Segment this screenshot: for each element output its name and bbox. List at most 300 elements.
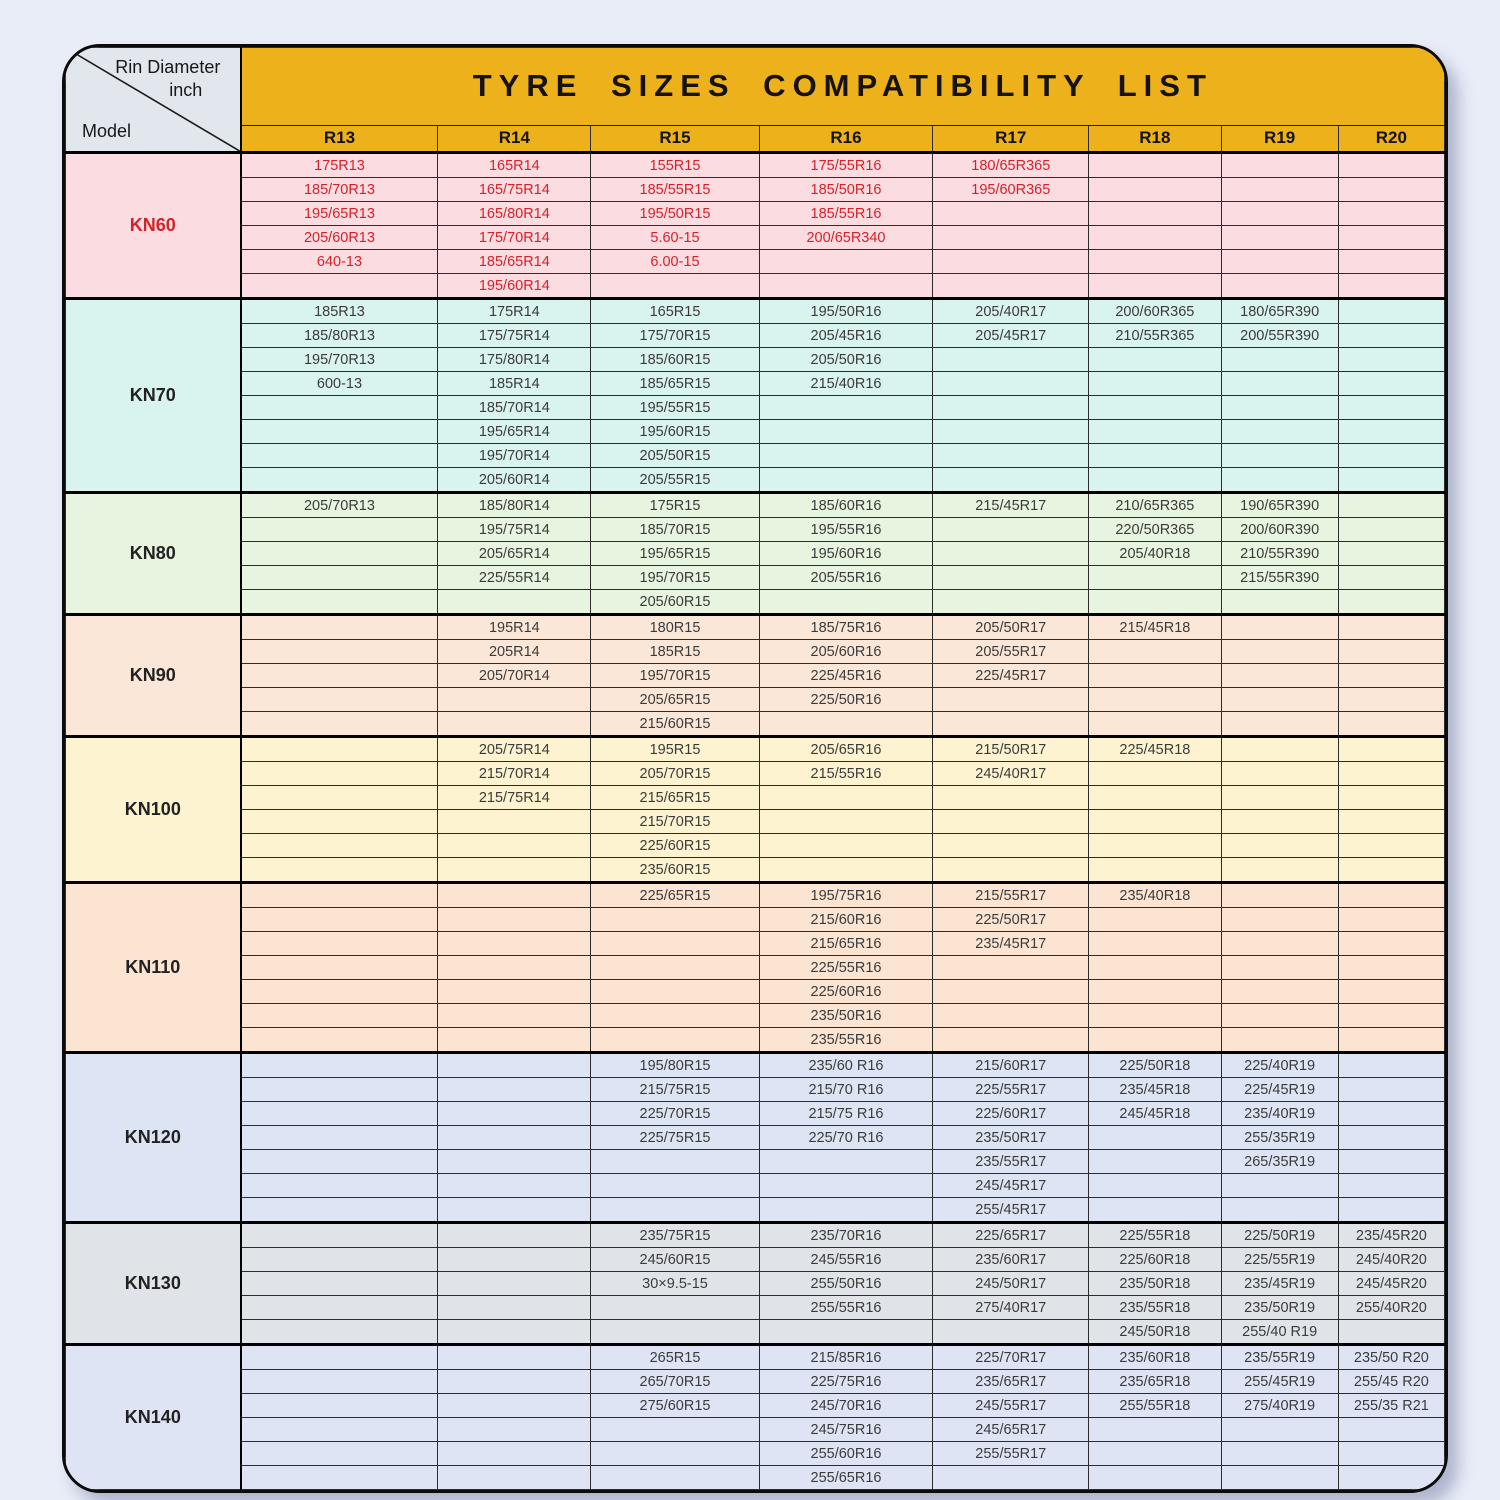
tyre-size-cell-kn120-r15-6: [591, 1174, 759, 1198]
tyre-size-cell-kn120-r17-4: 235/50R17: [933, 1126, 1089, 1150]
tyre-size-cell-kn70-r15-8: 205/55R15: [591, 468, 759, 493]
tyre-size-cell-kn90-r16-4: 225/50R16: [759, 688, 933, 712]
tyre-size-cell-kn70-r14-5: 185/70R14: [438, 396, 591, 420]
tyre-size-cell-kn70-r19-5: [1221, 396, 1338, 420]
tyre-size-cell-kn140-r15-4: [591, 1418, 759, 1442]
tyre-size-cell-kn80-r13-4: [241, 566, 438, 590]
tyre-size-cell-kn80-r16-3: 195/60R16: [759, 542, 933, 566]
column-header-r13: R13: [241, 125, 438, 152]
tyre-size-cell-kn100-r20-1: [1338, 737, 1444, 762]
tyre-size-cell-kn110-r16-3: 215/65R16: [759, 932, 933, 956]
tyre-size-cell-kn110-r20-5: [1338, 980, 1444, 1004]
tyre-size-cell-kn60-r16-6: [759, 274, 933, 299]
tyre-size-cell-kn140-r20-2: 255/45 R20: [1338, 1370, 1444, 1394]
tyre-size-cell-kn100-r18-5: [1089, 834, 1221, 858]
table-row-kn140-1: [66, 1345, 1445, 1370]
tyre-size-cell-kn130-r17-3: 245/50R17: [933, 1272, 1089, 1296]
tyre-size-cell-kn120-r14-7: [438, 1198, 591, 1223]
tyre-size-cell-kn140-r18-6: [1089, 1466, 1221, 1490]
tyre-size-cell-kn100-r16-2: 215/55R16: [759, 762, 933, 786]
tyre-size-cell-kn80-r19-4: 215/55R390: [1221, 566, 1338, 590]
table-row-kn70-1: [66, 299, 1445, 324]
tyre-size-cell-kn70-r18-4: [1089, 372, 1221, 396]
table-row-kn130-2: [66, 1248, 1445, 1272]
tyre-size-cell-kn110-r18-3: [1089, 932, 1221, 956]
tyre-size-cell-kn130-r14-1: [438, 1223, 591, 1248]
tyre-size-cell-kn70-r20-4: [1338, 372, 1444, 396]
table-row-kn60-3: [66, 202, 1445, 226]
table-row-kn70-6: [66, 420, 1445, 444]
table-row-kn110-2: [66, 908, 1445, 932]
tyre-size-cell-kn120-r20-7: [1338, 1198, 1444, 1223]
tyre-size-cell-kn110-r20-2: [1338, 908, 1444, 932]
tyre-size-cell-kn60-r13-2: 185/70R13: [241, 178, 438, 202]
tyre-size-cell-kn90-r18-5: [1089, 712, 1221, 737]
tyre-size-cell-kn120-r15-5: [591, 1150, 759, 1174]
tyre-size-cell-kn90-r15-5: 215/60R15: [591, 712, 759, 737]
tyre-size-cell-kn90-r20-4: [1338, 688, 1444, 712]
tyre-size-cell-kn90-r18-2: [1089, 640, 1221, 664]
tyre-size-cell-kn110-r14-3: [438, 932, 591, 956]
tyre-size-cell-kn110-r16-2: 215/60R16: [759, 908, 933, 932]
tyre-size-cell-kn100-r20-5: [1338, 834, 1444, 858]
tyre-size-cell-kn130-r16-3: 255/50R16: [759, 1272, 933, 1296]
tyre-size-cell-kn70-r17-6: [933, 420, 1089, 444]
tyre-size-cell-kn60-r14-2: 165/75R14: [438, 178, 591, 202]
tyre-size-cell-kn60-r14-1: 165R14: [438, 153, 591, 178]
tyre-size-cell-kn70-r20-7: [1338, 444, 1444, 468]
tyre-size-cell-kn110-r13-4: [241, 956, 438, 980]
tyre-size-cell-kn140-r16-6: 255/65R16: [759, 1466, 933, 1490]
table-row-kn120-7: [66, 1198, 1445, 1223]
tyre-size-cell-kn110-r17-2: 225/50R17: [933, 908, 1089, 932]
tyre-size-cell-kn100-r17-1: 215/50R17: [933, 737, 1089, 762]
tyre-size-cell-kn120-r17-2: 225/55R17: [933, 1078, 1089, 1102]
tyre-size-cell-kn140-r13-6: [241, 1466, 438, 1490]
tyre-size-cell-kn130-r14-2: [438, 1248, 591, 1272]
tyre-size-cell-kn130-r20-3: 245/45R20: [1338, 1272, 1444, 1296]
tyre-size-cell-kn70-r15-6: 195/60R15: [591, 420, 759, 444]
tyre-size-cell-kn120-r14-1: [438, 1053, 591, 1078]
tyre-size-cell-kn110-r17-6: [933, 1004, 1089, 1028]
tyre-size-cell-kn140-r18-5: [1089, 1442, 1221, 1466]
table-row-kn90-2: [66, 640, 1445, 664]
tyre-size-cell-kn70-r18-1: 200/60R365: [1089, 299, 1221, 324]
tyre-size-cell-kn80-r19-1: 190/65R390: [1221, 493, 1338, 518]
column-header-row: [66, 125, 1445, 152]
tyre-size-cell-kn120-r15-3: 225/70R15: [591, 1102, 759, 1126]
tyre-size-cell-kn110-r19-7: [1221, 1028, 1338, 1053]
tyre-size-cell-kn70-r16-4: 215/40R16: [759, 372, 933, 396]
tyre-size-cell-kn120-r13-2: [241, 1078, 438, 1102]
tyre-size-cell-kn90-r20-3: [1338, 664, 1444, 688]
tyre-size-cell-kn120-r18-7: [1089, 1198, 1221, 1223]
table-row-kn140-3: [66, 1394, 1445, 1418]
tyre-size-cell-kn90-r17-2: 205/55R17: [933, 640, 1089, 664]
tyre-size-cell-kn70-r19-8: [1221, 468, 1338, 493]
tyre-size-cell-kn120-r13-4: [241, 1126, 438, 1150]
tyre-size-cell-kn140-r13-5: [241, 1442, 438, 1466]
tyre-size-cell-kn90-r13-1: [241, 615, 438, 640]
tyre-size-cell-kn110-r13-5: [241, 980, 438, 1004]
tyre-size-cell-kn90-r15-4: 205/65R15: [591, 688, 759, 712]
tyre-size-cell-kn110-r14-6: [438, 1004, 591, 1028]
tyre-size-cell-kn110-r19-2: [1221, 908, 1338, 932]
tyre-size-cell-kn130-r13-2: [241, 1248, 438, 1272]
tyre-size-cell-kn90-r14-1: 195R14: [438, 615, 591, 640]
tyre-size-cell-kn100-r15-6: 235/60R15: [591, 858, 759, 883]
model-label-kn120: KN120: [66, 1053, 241, 1223]
tyre-size-cell-kn100-r14-1: 205/75R14: [438, 737, 591, 762]
tyre-size-cell-kn140-r19-3: 275/40R19: [1221, 1394, 1338, 1418]
tyre-size-cell-kn60-r14-5: 185/65R14: [438, 250, 591, 274]
tyre-size-cell-kn70-r20-1: [1338, 299, 1444, 324]
tyre-size-cell-kn100-r14-4: [438, 810, 591, 834]
tyre-size-cell-kn70-r19-6: [1221, 420, 1338, 444]
tyre-size-cell-kn100-r15-1: 195R15: [591, 737, 759, 762]
tyre-size-cell-kn80-r15-2: 185/70R15: [591, 518, 759, 542]
column-header-r16: R16: [759, 125, 933, 152]
column-header-r14: R14: [438, 125, 591, 152]
tyre-size-cell-kn90-r19-5: [1221, 712, 1338, 737]
tyre-size-cell-kn70-r14-3: 175/80R14: [438, 348, 591, 372]
tyre-size-cell-kn120-r16-7: [759, 1198, 933, 1223]
tyre-size-cell-kn120-r17-6: 245/45R17: [933, 1174, 1089, 1198]
tyre-size-cell-kn140-r16-2: 225/75R16: [759, 1370, 933, 1394]
table-row-kn60-6: [66, 274, 1445, 299]
tyre-size-cell-kn100-r17-2: 245/40R17: [933, 762, 1089, 786]
tyre-size-cell-kn110-r20-7: [1338, 1028, 1444, 1053]
tyre-size-cell-kn100-r19-6: [1221, 858, 1338, 883]
tyre-size-cell-kn110-r13-3: [241, 932, 438, 956]
table-row-kn110-6: [66, 1004, 1445, 1028]
tyre-size-cell-kn110-r20-6: [1338, 1004, 1444, 1028]
tyre-size-cell-kn110-r18-6: [1089, 1004, 1221, 1028]
tyre-size-cell-kn130-r13-3: [241, 1272, 438, 1296]
tyre-size-cell-kn60-r15-6: [591, 274, 759, 299]
tyre-size-cell-kn90-r20-2: [1338, 640, 1444, 664]
tyre-size-cell-kn140-r14-1: [438, 1345, 591, 1370]
tyre-size-cell-kn110-r15-5: [591, 980, 759, 1004]
tyre-size-cell-kn70-r18-3: [1089, 348, 1221, 372]
tyre-size-cell-kn120-r15-7: [591, 1198, 759, 1223]
tyre-size-cell-kn110-r16-6: 235/50R16: [759, 1004, 933, 1028]
tyre-size-cell-kn70-r15-4: 185/65R15: [591, 372, 759, 396]
tyre-size-cell-kn140-r16-3: 245/70R16: [759, 1394, 933, 1418]
tyre-size-cell-kn110-r14-5: [438, 980, 591, 1004]
tyre-size-cell-kn130-r14-4: [438, 1296, 591, 1320]
tyre-size-cell-kn120-r17-5: 235/55R17: [933, 1150, 1089, 1174]
tyre-size-cell-kn60-r14-4: 175/70R14: [438, 226, 591, 250]
tyre-size-cell-kn130-r20-4: 255/40R20: [1338, 1296, 1444, 1320]
tyre-size-cell-kn60-r16-5: [759, 250, 933, 274]
table-row-kn70-4: [66, 372, 1445, 396]
tyre-size-cell-kn110-r17-3: 235/45R17: [933, 932, 1089, 956]
tyre-size-cell-kn100-r14-3: 215/75R14: [438, 786, 591, 810]
tyre-size-cell-kn60-r14-3: 165/80R14: [438, 202, 591, 226]
tyre-size-cell-kn60-r18-1: [1089, 153, 1221, 178]
tyre-size-cell-kn120-r16-1: 235/60 R16: [759, 1053, 933, 1078]
table-row-kn80-2: [66, 518, 1445, 542]
table-row-kn140-5: [66, 1442, 1445, 1466]
tyre-size-cell-kn110-r15-3: [591, 932, 759, 956]
tyre-size-cell-kn100-r16-6: [759, 858, 933, 883]
tyre-size-cell-kn60-r19-3: [1221, 202, 1338, 226]
tyre-size-cell-kn110-r20-4: [1338, 956, 1444, 980]
tyre-size-cell-kn100-r18-3: [1089, 786, 1221, 810]
tyre-size-cell-kn60-r17-2: 195/60R365: [933, 178, 1089, 202]
table-body: [66, 153, 1445, 1490]
tyre-size-cell-kn80-r14-4: 225/55R14: [438, 566, 591, 590]
tyre-size-cell-kn120-r16-6: [759, 1174, 933, 1198]
tyre-size-cell-kn70-r17-3: [933, 348, 1089, 372]
model-label-kn110: KN110: [66, 883, 241, 1053]
tyre-size-cell-kn60-r18-3: [1089, 202, 1221, 226]
tyre-size-cell-kn70-r20-5: [1338, 396, 1444, 420]
table-row-kn110-4: [66, 956, 1445, 980]
table-row-kn70-2: [66, 324, 1445, 348]
tyre-size-cell-kn100-r13-5: [241, 834, 438, 858]
tyre-size-cell-kn60-r13-4: 205/60R13: [241, 226, 438, 250]
tyre-size-cell-kn140-r17-5: 255/55R17: [933, 1442, 1089, 1466]
tyre-size-cell-kn90-r16-1: 185/75R16: [759, 615, 933, 640]
tyre-size-cell-kn110-r19-6: [1221, 1004, 1338, 1028]
tyre-size-cell-kn130-r19-3: 235/45R19: [1221, 1272, 1338, 1296]
tyre-size-cell-kn60-r18-6: [1089, 274, 1221, 299]
table-row-kn70-3: [66, 348, 1445, 372]
table-row-kn90-3: [66, 664, 1445, 688]
tyre-size-cell-kn100-r18-4: [1089, 810, 1221, 834]
tyre-size-cell-kn60-r20-3: [1338, 202, 1444, 226]
tyre-size-cell-kn90-r17-5: [933, 712, 1089, 737]
tyre-size-cell-kn80-r18-1: 210/65R365: [1089, 493, 1221, 518]
tyre-size-cell-kn60-r19-6: [1221, 274, 1338, 299]
tyre-size-cell-kn60-r13-5: 640-13: [241, 250, 438, 274]
tyre-size-cell-kn70-r15-1: 165R15: [591, 299, 759, 324]
tyre-size-cell-kn120-r16-5: [759, 1150, 933, 1174]
tyre-size-cell-kn90-r15-1: 180R15: [591, 615, 759, 640]
tyre-size-cell-kn120-r19-4: 255/35R19: [1221, 1126, 1338, 1150]
tyre-size-cell-kn60-r16-2: 185/50R16: [759, 178, 933, 202]
tyre-size-cell-kn110-r16-7: 235/55R16: [759, 1028, 933, 1053]
tyre-size-cell-kn110-r15-7: [591, 1028, 759, 1053]
tyre-size-cell-kn140-r18-3: 255/55R18: [1089, 1394, 1221, 1418]
tyre-size-cell-kn90-r20-1: [1338, 615, 1444, 640]
tyre-size-cell-kn100-r13-3: [241, 786, 438, 810]
tyre-size-cell-kn120-r20-4: [1338, 1126, 1444, 1150]
tyre-size-cell-kn70-r20-2: [1338, 324, 1444, 348]
tyre-size-cell-kn140-r19-4: [1221, 1418, 1338, 1442]
tyre-size-cell-kn120-r15-2: 215/75R15: [591, 1078, 759, 1102]
tyre-size-cell-kn110-r17-4: [933, 956, 1089, 980]
tyre-size-cell-kn140-r17-6: [933, 1466, 1089, 1490]
model-label-kn90: KN90: [66, 615, 241, 737]
tyre-size-cell-kn60-r17-3: [933, 202, 1089, 226]
tyre-size-cell-kn120-r20-3: [1338, 1102, 1444, 1126]
tyre-size-cell-kn130-r15-5: [591, 1320, 759, 1345]
tyre-size-cell-kn70-r13-1: 185R13: [241, 299, 438, 324]
tyre-size-cell-kn70-r14-1: 175R14: [438, 299, 591, 324]
tyre-size-cell-kn100-r20-3: [1338, 786, 1444, 810]
tyre-size-cell-kn120-r13-7: [241, 1198, 438, 1223]
tyre-size-cell-kn120-r14-5: [438, 1150, 591, 1174]
tyre-size-cell-kn70-r14-6: 195/65R14: [438, 420, 591, 444]
tyre-size-cell-kn90-r17-4: [933, 688, 1089, 712]
tyre-size-cell-kn110-r17-7: [933, 1028, 1089, 1053]
tyre-size-cell-kn80-r20-4: [1338, 566, 1444, 590]
tyre-size-cell-kn80-r14-2: 195/75R14: [438, 518, 591, 542]
tyre-size-cell-kn80-r18-4: [1089, 566, 1221, 590]
corner-cell-inner: [66, 48, 240, 151]
tyre-size-cell-kn140-r13-4: [241, 1418, 438, 1442]
tyre-size-cell-kn130-r14-3: [438, 1272, 591, 1296]
tyre-size-cell-kn140-r15-2: 265/70R15: [591, 1370, 759, 1394]
tyre-size-cell-kn90-r14-2: 205R14: [438, 640, 591, 664]
tyre-size-cell-kn70-r18-5: [1089, 396, 1221, 420]
tyre-compatibility-card: [62, 44, 1448, 1493]
tyre-size-cell-kn70-r15-5: 195/55R15: [591, 396, 759, 420]
tyre-size-cell-kn80-r14-3: 205/65R14: [438, 542, 591, 566]
tyre-size-cell-kn60-r15-1: 155R15: [591, 153, 759, 178]
tyre-size-cell-kn70-r20-3: [1338, 348, 1444, 372]
tyre-size-cell-kn110-r14-1: [438, 883, 591, 908]
tyre-size-cell-kn70-r17-7: [933, 444, 1089, 468]
tyre-size-cell-kn100-r13-1: [241, 737, 438, 762]
tyre-size-cell-kn90-r18-3: [1089, 664, 1221, 688]
tyre-size-cell-kn100-r16-3: [759, 786, 933, 810]
tyre-size-cell-kn140-r15-5: [591, 1442, 759, 1466]
tyre-size-cell-kn130-r14-5: [438, 1320, 591, 1345]
tyre-size-cell-kn100-r20-6: [1338, 858, 1444, 883]
tyre-size-cell-kn110-r16-4: 225/55R16: [759, 956, 933, 980]
model-label-kn140: KN140: [66, 1345, 241, 1490]
tyre-size-cell-kn80-r17-1: 215/45R17: [933, 493, 1089, 518]
tyre-size-cell-kn80-r18-2: 220/50R365: [1089, 518, 1221, 542]
tyre-size-cell-kn80-r19-5: [1221, 590, 1338, 615]
table-row-kn110-1: [66, 883, 1445, 908]
tyre-size-cell-kn70-r18-8: [1089, 468, 1221, 493]
tyre-size-cell-kn80-r14-1: 185/80R14: [438, 493, 591, 518]
table-row-kn100-5: [66, 834, 1445, 858]
tyre-size-cell-kn120-r17-3: 225/60R17: [933, 1102, 1089, 1126]
tyre-size-cell-kn60-r14-6: 195/60R14: [438, 274, 591, 299]
table-title: TYRE SIZES COMPATIBILITY LIST: [241, 48, 1445, 126]
tyre-size-cell-kn70-r16-1: 195/50R16: [759, 299, 933, 324]
corner-cell: [66, 48, 241, 153]
tyre-size-cell-kn130-r20-5: [1338, 1320, 1444, 1345]
table-row-kn90-5: [66, 712, 1445, 737]
tyre-size-cell-kn140-r20-6: [1338, 1466, 1444, 1490]
tyre-size-cell-kn120-r20-2: [1338, 1078, 1444, 1102]
tyre-size-cell-kn120-r14-4: [438, 1126, 591, 1150]
tyre-size-cell-kn110-r18-2: [1089, 908, 1221, 932]
table-row-kn100-3: [66, 786, 1445, 810]
tyre-size-cell-kn130-r19-1: 225/50R19: [1221, 1223, 1338, 1248]
tyre-size-cell-kn110-r13-7: [241, 1028, 438, 1053]
tyre-size-cell-kn70-r13-7: [241, 444, 438, 468]
table-row-kn80-4: [66, 566, 1445, 590]
tyre-size-cell-kn70-r13-4: 600-13: [241, 372, 438, 396]
tyre-size-cell-kn110-r20-3: [1338, 932, 1444, 956]
tyre-size-cell-kn110-r19-4: [1221, 956, 1338, 980]
tyre-size-cell-kn130-r18-5: 245/50R18: [1089, 1320, 1221, 1345]
tyre-size-cell-kn90-r16-3: 225/45R16: [759, 664, 933, 688]
tyre-size-cell-kn140-r14-6: [438, 1466, 591, 1490]
tyre-size-cell-kn60-r19-5: [1221, 250, 1338, 274]
tyre-size-cell-kn100-r19-3: [1221, 786, 1338, 810]
table-row-kn60-1: [66, 153, 1445, 178]
tyre-size-cell-kn130-r20-1: 235/45R20: [1338, 1223, 1444, 1248]
tyre-size-cell-kn60-r15-2: 185/55R15: [591, 178, 759, 202]
tyre-size-cell-kn60-r20-5: [1338, 250, 1444, 274]
tyre-size-cell-kn80-r16-4: 205/55R16: [759, 566, 933, 590]
tyre-size-cell-kn80-r15-4: 195/70R15: [591, 566, 759, 590]
column-header-r20: R20: [1338, 125, 1444, 152]
tyre-size-cell-kn100-r15-5: 225/60R15: [591, 834, 759, 858]
tyre-size-cell-kn120-r16-4: 225/70 R16: [759, 1126, 933, 1150]
tyre-size-cell-kn130-r17-4: 275/40R17: [933, 1296, 1089, 1320]
tyre-size-cell-kn100-r15-3: 215/65R15: [591, 786, 759, 810]
tyre-size-cell-kn80-r14-5: [438, 590, 591, 615]
title-row: [66, 48, 1445, 126]
tyre-size-cell-kn100-r18-6: [1089, 858, 1221, 883]
tyre-size-cell-kn110-r19-1: [1221, 883, 1338, 908]
corner-label-rim-diameter: Rin Diameter: [115, 57, 221, 77]
tyre-size-cell-kn70-r19-1: 180/65R390: [1221, 299, 1338, 324]
tyre-size-cell-kn60-r15-3: 195/50R15: [591, 202, 759, 226]
tyre-size-cell-kn110-r18-5: [1089, 980, 1221, 1004]
tyre-size-cell-kn120-r20-6: [1338, 1174, 1444, 1198]
column-header-r15: R15: [591, 125, 759, 152]
tyre-size-cell-kn100-r13-2: [241, 762, 438, 786]
tyre-size-cell-kn100-r13-6: [241, 858, 438, 883]
tyre-size-cell-kn70-r17-5: [933, 396, 1089, 420]
tyre-size-cell-kn130-r15-4: [591, 1296, 759, 1320]
tyre-size-cell-kn90-r13-5: [241, 712, 438, 737]
tyre-size-cell-kn140-r20-5: [1338, 1442, 1444, 1466]
tyre-size-cell-kn90-r14-4: [438, 688, 591, 712]
tyre-size-cell-kn70-r15-3: 185/60R15: [591, 348, 759, 372]
tyre-size-cell-kn130-r16-5: [759, 1320, 933, 1345]
table-row-kn140-4: [66, 1418, 1445, 1442]
tyre-size-cell-kn100-r16-4: [759, 810, 933, 834]
tyre-size-cell-kn70-r13-6: [241, 420, 438, 444]
tyre-size-cell-kn100-r20-4: [1338, 810, 1444, 834]
tyre-size-cell-kn130-r20-2: 245/40R20: [1338, 1248, 1444, 1272]
tyre-size-cell-kn130-r15-1: 235/75R15: [591, 1223, 759, 1248]
tyre-size-cell-kn70-r20-6: [1338, 420, 1444, 444]
tyre-size-cell-kn140-r15-6: [591, 1466, 759, 1490]
tyre-size-cell-kn100-r18-2: [1089, 762, 1221, 786]
tyre-size-cell-kn70-r19-7: [1221, 444, 1338, 468]
tyre-size-cell-kn90-r16-5: [759, 712, 933, 737]
tyre-size-cell-kn110-r15-2: [591, 908, 759, 932]
tyre-size-cell-kn70-r17-8: [933, 468, 1089, 493]
tyre-size-cell-kn70-r18-6: [1089, 420, 1221, 444]
tyre-size-cell-kn60-r20-1: [1338, 153, 1444, 178]
table-row-kn70-8: [66, 468, 1445, 493]
tyre-size-cell-kn100-r14-5: [438, 834, 591, 858]
tyre-size-cell-kn80-r13-1: 205/70R13: [241, 493, 438, 518]
tyre-size-cell-kn80-r20-5: [1338, 590, 1444, 615]
tyre-size-cell-kn140-r14-4: [438, 1418, 591, 1442]
corner-label-inch: inch: [169, 80, 203, 100]
tyre-size-cell-kn70-r19-3: [1221, 348, 1338, 372]
tyre-size-cell-kn110-r13-1: [241, 883, 438, 908]
tyre-size-cell-kn60-r19-2: [1221, 178, 1338, 202]
tyre-size-cell-kn120-r20-5: [1338, 1150, 1444, 1174]
tyre-size-cell-kn100-r15-4: 215/70R15: [591, 810, 759, 834]
